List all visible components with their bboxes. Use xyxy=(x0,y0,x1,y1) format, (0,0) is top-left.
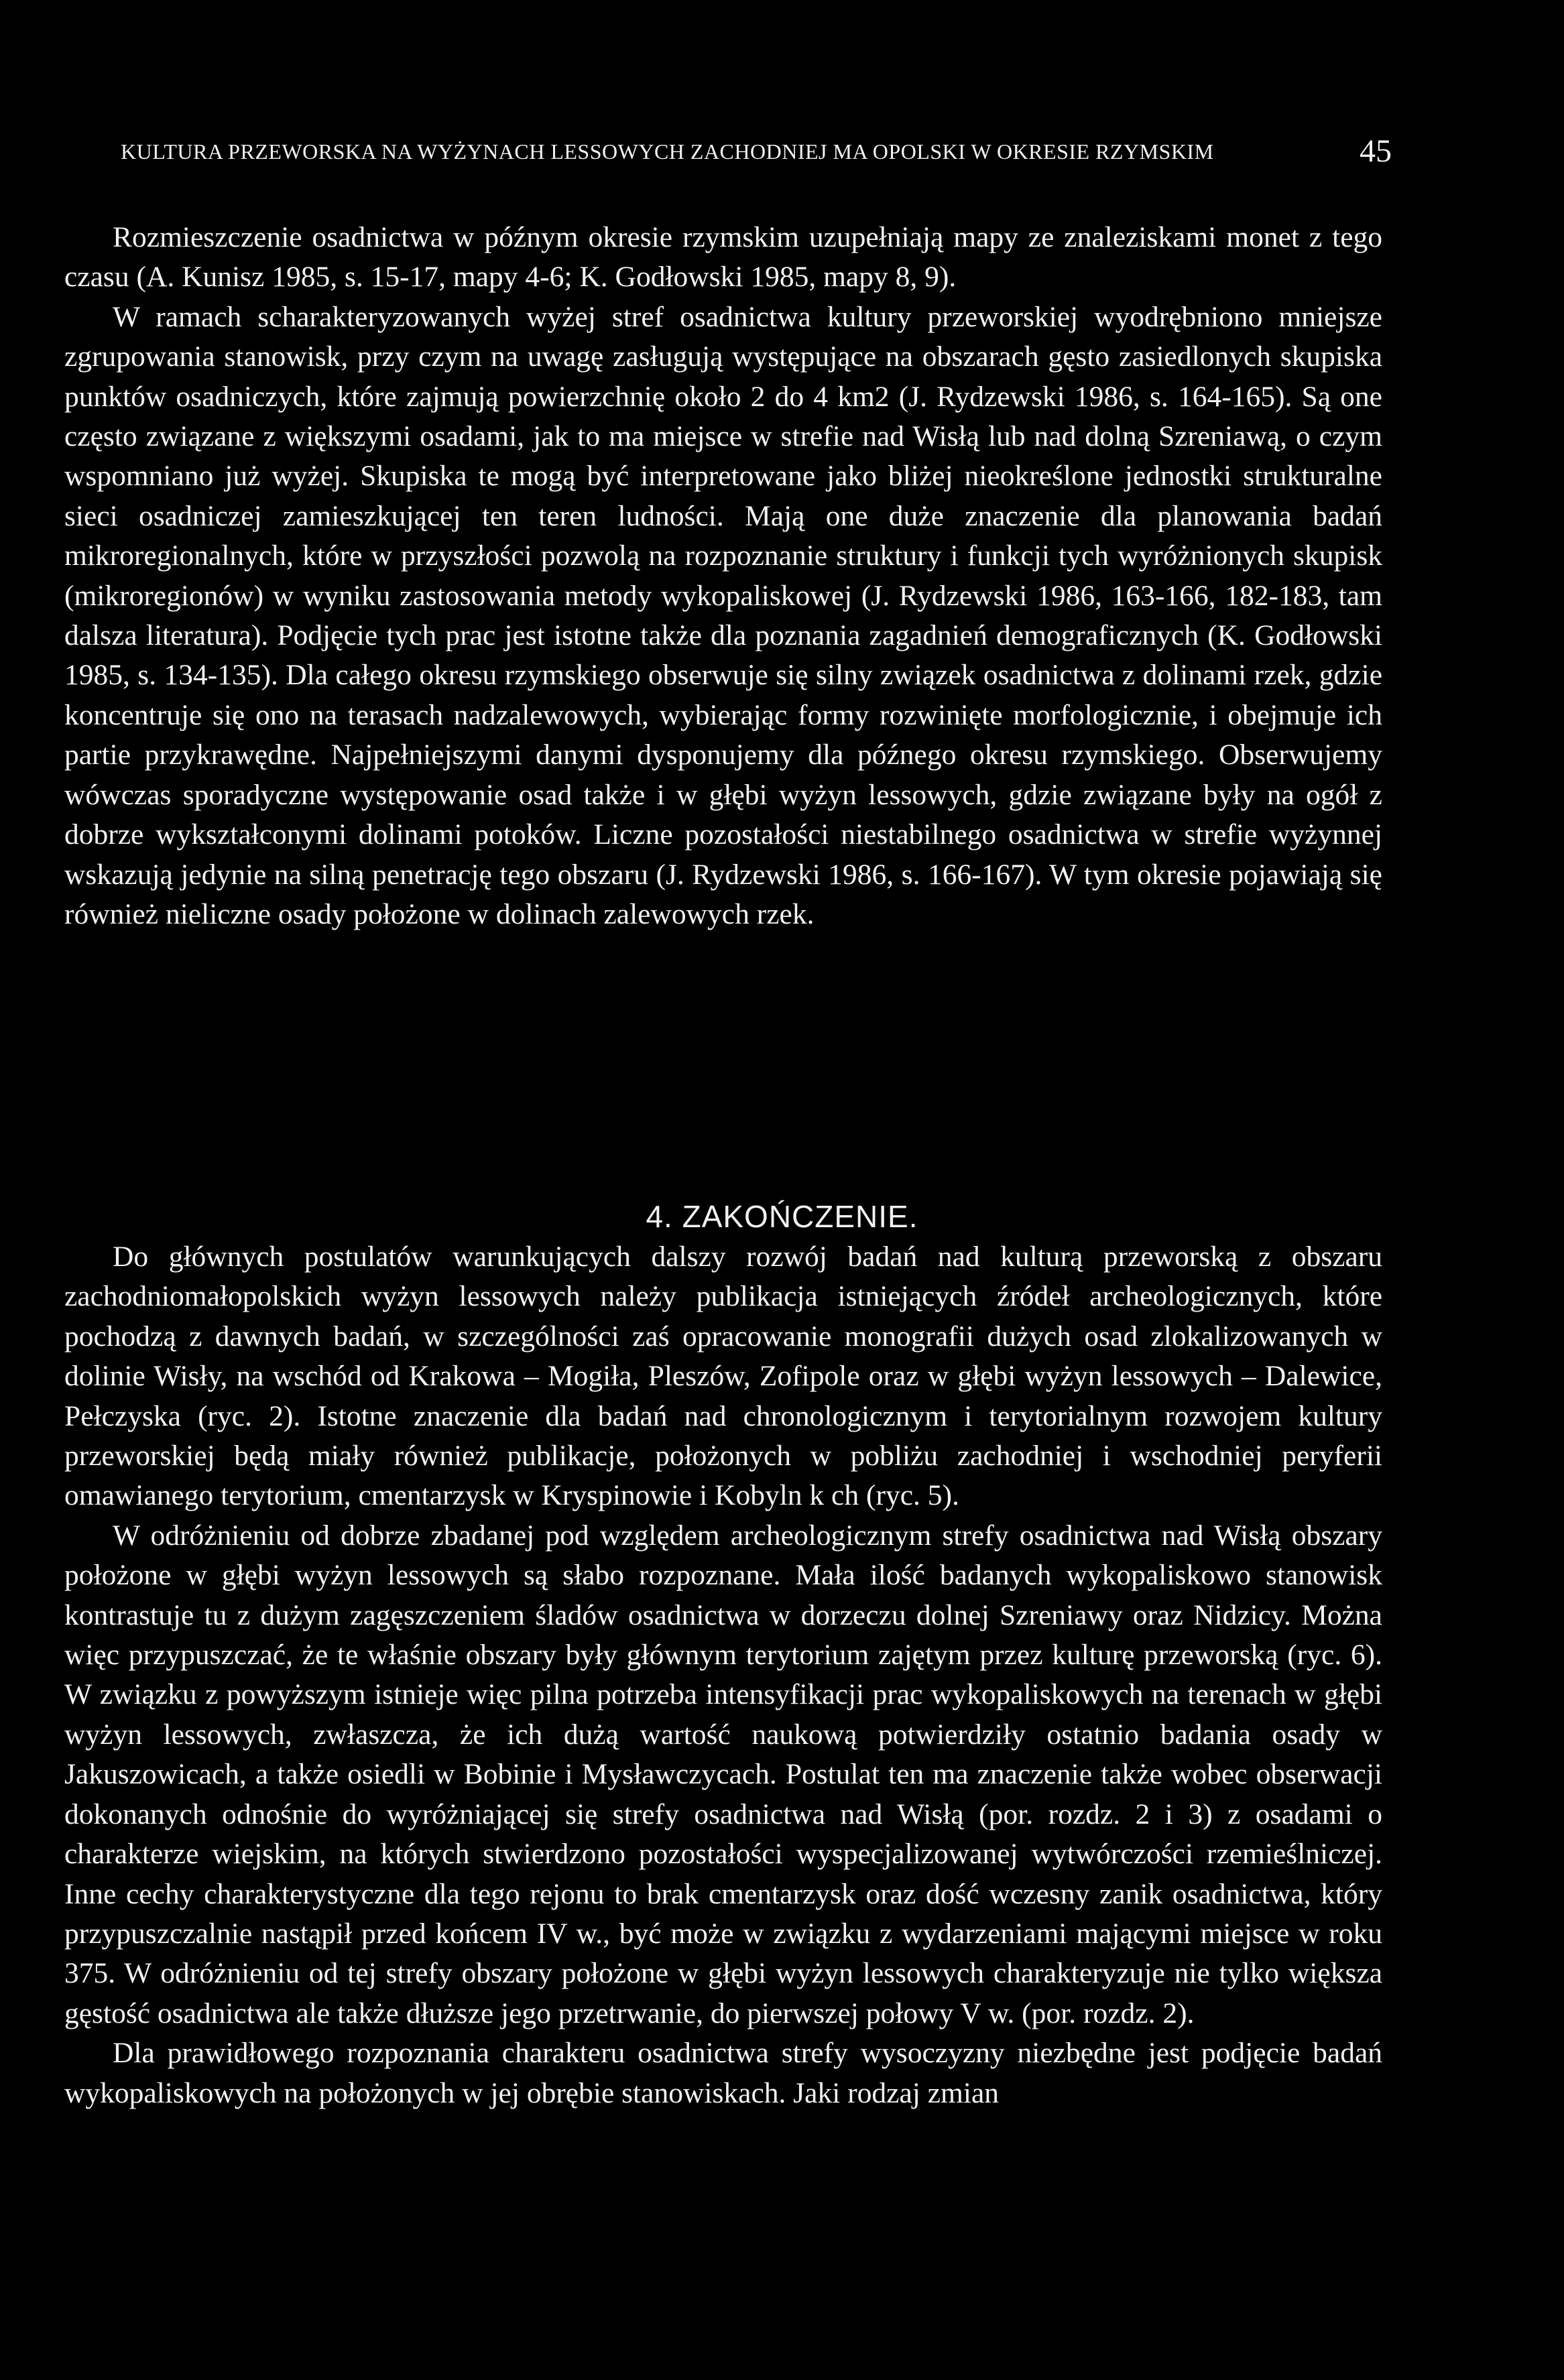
paragraph: W odróżnieniu od dobrze zbadanej pod względem archeologicznym strefy osadnictwa nad Wisłą obszary położone w głębi wyżyn lessowych są słabo rozpoznane. Mała ilość badanych wykopaliskowo stanowisk kontrastuje tu z dużym zagęszczeniem śladów osadnictwa w dorzeczu dolnej Szreniawy oraz Nidzicy. Można więc przypuszczać, że te właśnie obszary były głównym terytorium zajętym przez kulturę przeworską (ryc. 6). W związku z powyższym istnieje więc pilna potrzeba intensyfikacji prac wykopaliskowych na terenach w głębi wyżyn lessowych, zwłaszcza, że ich dużą wartość naukową potwierdziły ostatnio badania osady w Jakuszowicach, a także osiedli w Bobinie i Mysławczycach. Postulat ten ma znaczenie także wobec obserwacji dokonanych odnośnie do wyróżniającej się strefy osadnictwa nad Wisłą (por. rozdz. 2 i 3) z osadami o charakterze wiejskim, na których stwierdzono pozostałości wyspecjalizowanej wytwórczości rzemieślniczej. Inne cechy charakterystyczne dla tego rejonu to brak cmentarzysk oraz dość wczesny zanik osadnictwa, który przypuszczalnie nastąpił przed końcem IV w., być może w związku z wydarzeniami mającymi miejsce w roku 375. W odróżnieniu od tej strefy obszary położone w głębi wyżyn lessowych charakteryzuje nie tylko większa gęstość osadnictwa ale także dłuższe jego przetrwanie, do pierwszej połowy V w. (por. rozdz. 2). xyxy=(64,1519,1382,2029)
page-number: 45 xyxy=(1360,133,1392,169)
text-block-after-heading xyxy=(64,1237,1382,2113)
paragraph: Do głównych postulatów warunkujących dalszy rozwój badań nad kulturą przeworską z obszaru zachodniomałopolskich wyżyn lessowych należy publikacja istniejących źródeł archeologicznych, które pochodzą z dawnych badań, w szczególności zaś opracowanie monografii dużych osad zlokalizowanych w dolinie Wisły, na wschód od Krakowa – Mogiła, Pleszów, Zofipole oraz w głębi wyżyn lessowych – Dalewice, Pełczyska (ryc. 2). Istotne znaczenie dla badań nad chronologicznym i terytorialnym rozwojem kultury przeworskiej będą miały również publikacje, położonych w pobliżu zachodniej i wschodniej peryferii omawianego terytorium, cmentarzysk w Kryspinowie i Kobyln k ch (ryc. 5). xyxy=(64,1241,1382,1512)
paragraph: W ramach scharakteryzowanych wyżej stref osadnictwa kultury przeworskiej wyodrębniono mniejsze zgrupowania stanowisk, przy czym na uwagę zasługują występujące na obszarach gęsto zasiedlonych skupiska punktów osadniczych, które zajmują powierzchnię około 2 do 4 km2 (J. Rydzewski 1986, s. 164-165). Są one często związane z większymi osadami, jak to ma miejsce w strefie nad Wisłą lub nad dolną Szreniawą, o czym wspomniano już wyżej. Skupiska te mogą być interpretowane jako bliżej nieokreślone jednostki strukturalne sieci osadniczej zamieszkującej ten teren ludności. Mają one duże znaczenie dla planowania badań mikroregionalnych, które w przyszłości pozwolą na rozpoznanie struktury i funkcji tych wyróżnionych skupisk (mikroregionów) w wyniku zastosowania metody wykopaliskowej (J. Rydzewski 1986, 163-166, 182-183, tam dalsza literatura). Podjęcie tych prac jest istotne także dla poznania zagadnień demograficznych (K. Godłowski 1985, s. 134-135). Dla całego okresu rzymskiego obserwuje się silny związek osadnictwa z dolinami rzek, gdzie koncentruje się ono na terasach nadzalewowych, wybierając formy rozwinięte morfologicznie, i obejmuje ich partie przykrawędne. Najpełniejszymi danymi dysponujemy dla późnego okresu rzymskiego. Obserwujemy wówczas sporadyczne występowanie osad także i w głębi wyżyn lessowych, gdzie związane były na ogół z dobrze wykształconymi dolinami potoków. Liczne pozostałości niestabilnego osadnictwa w strefie wyżynnej wskazują jedynie na silną penetrację tego obszaru (J. Rydzewski 1986, s. 166-167). W tym okresie pojawiają się również nieliczne osady położone w dolinach zalewowych rzek. xyxy=(64,300,1382,930)
section-heading: 4. ZAKOŃCZENIE. xyxy=(646,1199,918,1234)
paragraph: Dla prawidłowego rozpoznania charakteru osadnictwa strefy wysoczyzny niezbędne jest podjęcie badań wykopaliskowych na położonych w jej obrębie stanowiskach. Jaki rodzaj zmian xyxy=(64,2037,1382,2109)
text-block-before-heading xyxy=(64,218,1382,934)
running-head: KULTURA PRZEWORSKA NA WYŻYNACH LESSOWYCH ZACHODNIEJ MA OPOLSKI W OKRESIE RZYMSKIM xyxy=(121,139,1214,164)
paragraph: Rozmieszczenie osadnictwa w późnym okresie rzymskim uzupełniają mapy ze znaleziskami monet z tego czasu (A. Kunisz 1985, s. 15-17, mapy 4-6; K. Godłowski 1985, mapy 8, 9). xyxy=(64,221,1382,294)
